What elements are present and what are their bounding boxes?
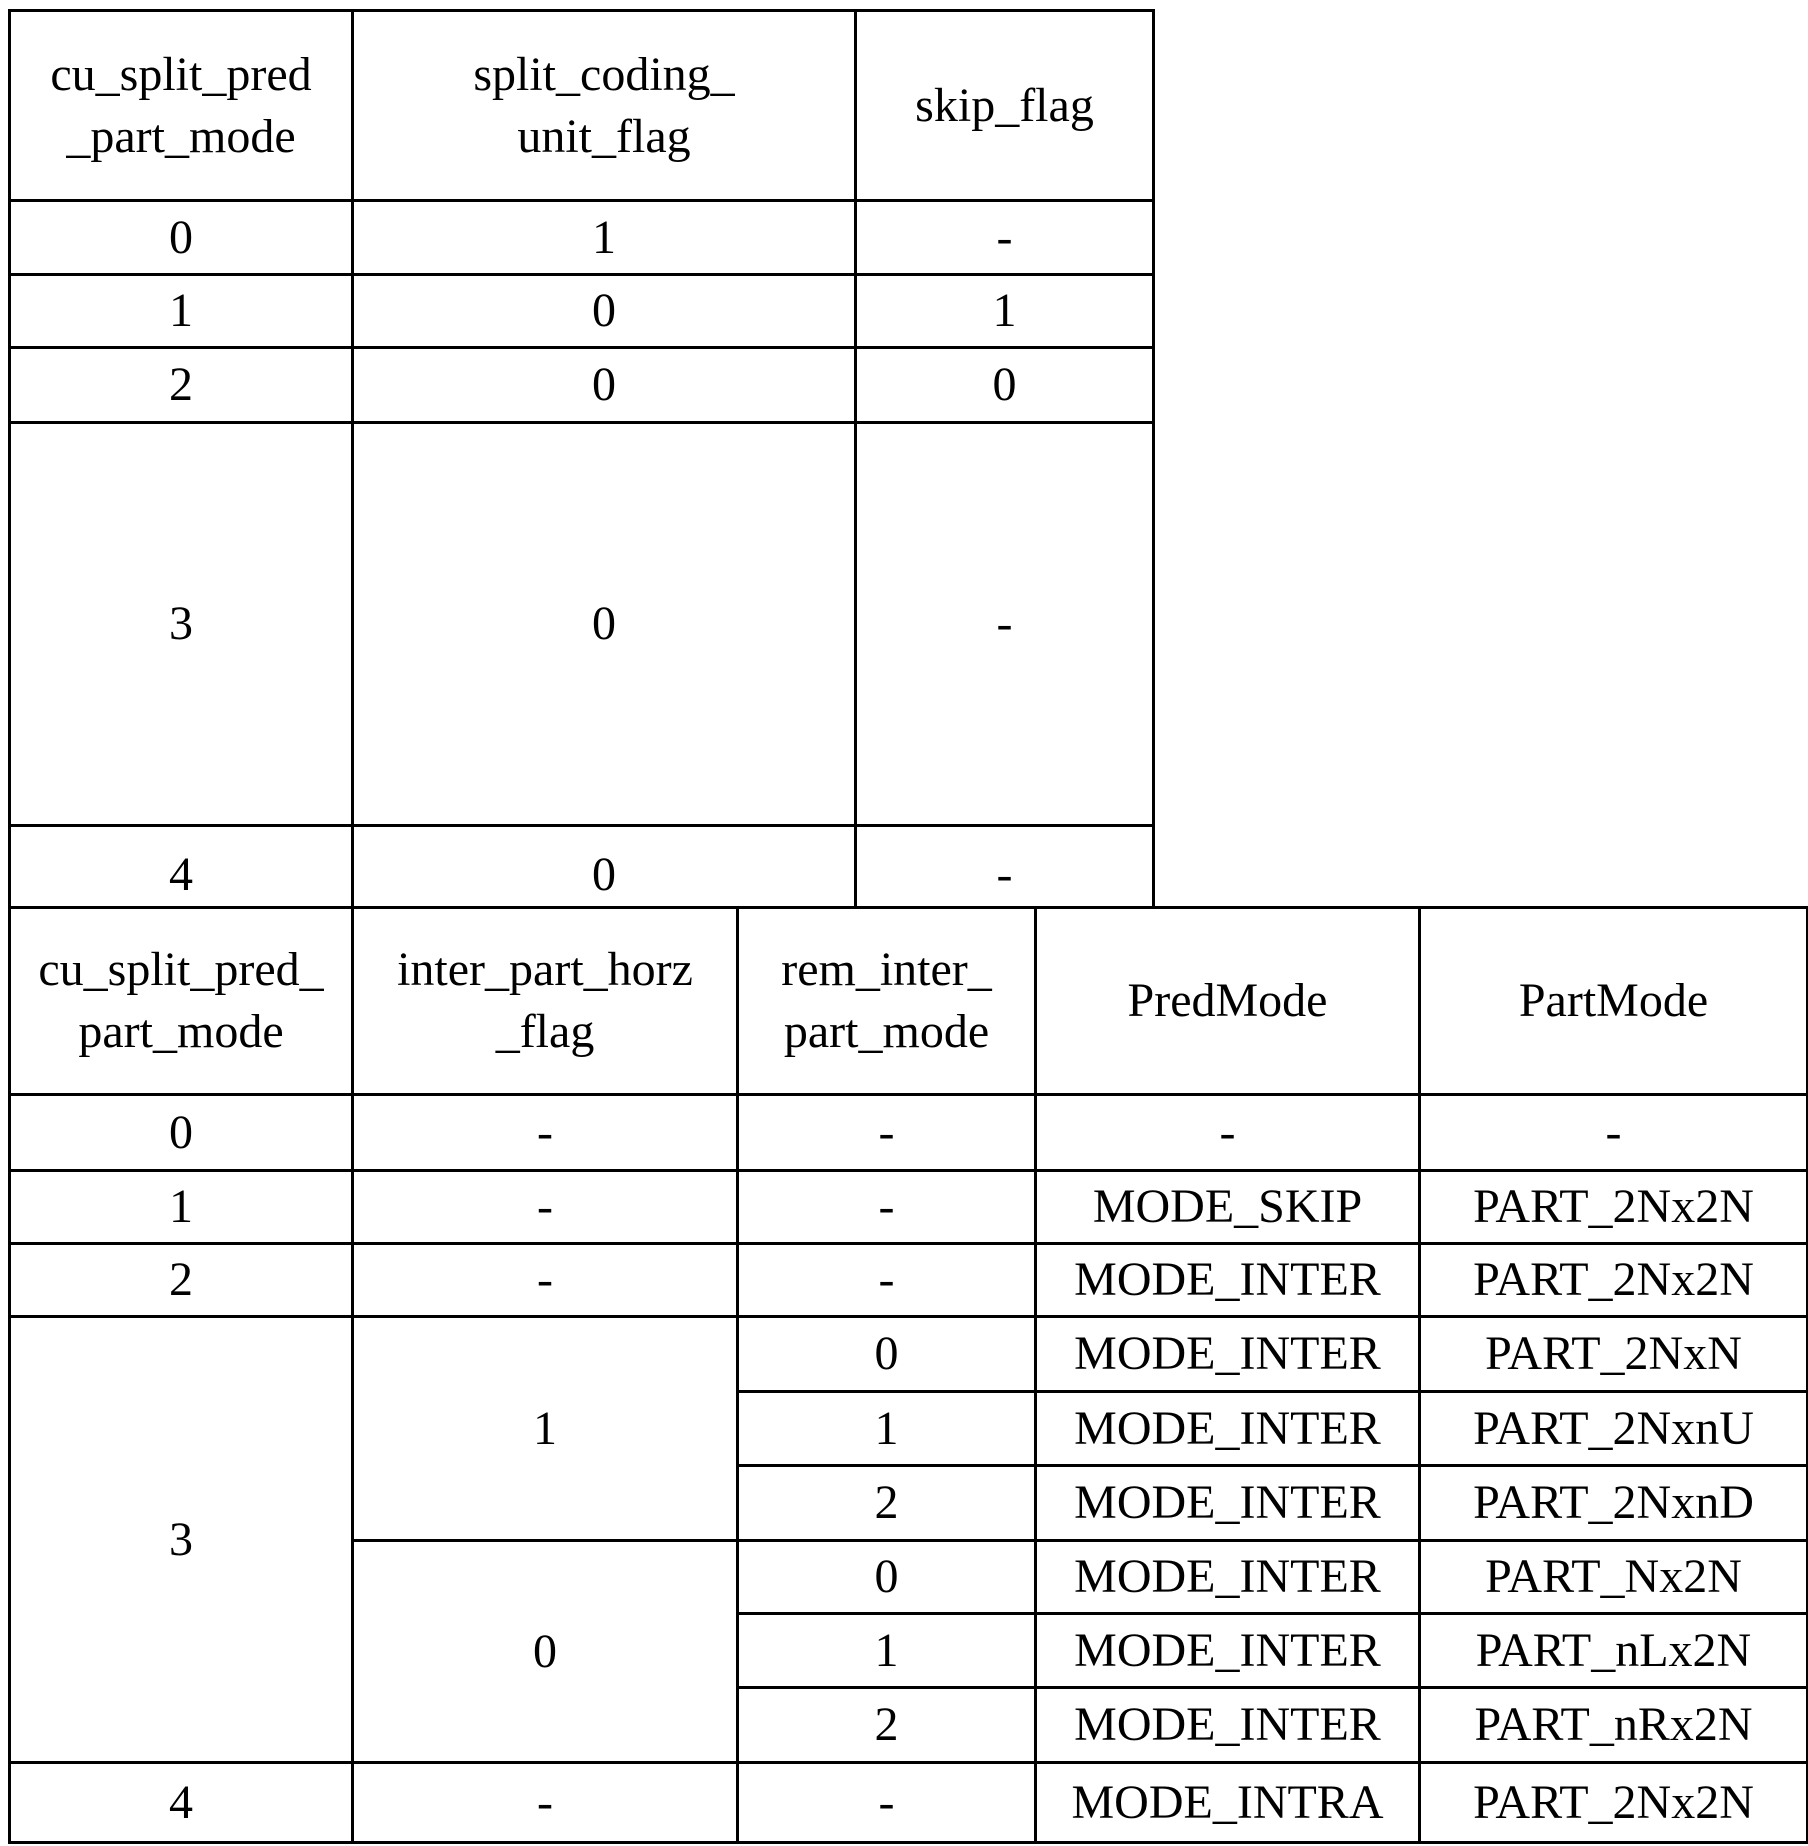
cell: 0 — [353, 348, 856, 423]
header-line: part_mode — [11, 1001, 351, 1063]
cell: MODE_INTER — [1036, 1392, 1420, 1466]
cell: PART_2Nx2N — [1420, 1244, 1808, 1317]
cell: 1 — [10, 275, 353, 348]
cell: 0 — [738, 1541, 1036, 1614]
header-row — [10, 11, 1154, 201]
cell: 2 — [738, 1688, 1036, 1763]
cell: MODE_INTER — [1036, 1688, 1420, 1763]
cell: 3 — [10, 1317, 353, 1763]
cell: - — [353, 1244, 738, 1317]
header-cell — [353, 908, 738, 1095]
cell: - — [856, 201, 1154, 275]
cell: 1 — [353, 1317, 738, 1541]
cell: - — [738, 1095, 1036, 1171]
cell: MODE_INTER — [1036, 1541, 1420, 1614]
header-cell — [10, 11, 353, 201]
header-line: PredMode — [1037, 970, 1418, 1032]
cell: PART_2NxN — [1420, 1317, 1808, 1392]
cell: - — [353, 1095, 738, 1171]
cell: PART_Nx2N — [1420, 1541, 1808, 1614]
cell: 1 — [738, 1614, 1036, 1688]
cell: - — [738, 1171, 1036, 1244]
cell: PART_2NxnU — [1420, 1392, 1808, 1466]
header-line: PartMode — [1421, 970, 1806, 1032]
header-line: _flag — [354, 1001, 736, 1063]
header-cell — [1420, 908, 1808, 1095]
syntax-table-pred-part-mode — [8, 906, 1808, 1844]
cell: 1 — [856, 275, 1154, 348]
cell: 0 — [10, 201, 353, 275]
cell: PART_nRx2N — [1420, 1688, 1808, 1763]
header-cell — [1036, 908, 1420, 1095]
table-row — [10, 1763, 1808, 1843]
cell: - — [856, 826, 1154, 908]
cell: 0 — [353, 423, 856, 826]
cell: PART_2Nx2N — [1420, 1171, 1808, 1244]
cell: - — [353, 1763, 738, 1843]
header-line: rem_inter_ — [739, 939, 1034, 1001]
table-row — [10, 423, 1154, 826]
cell: 0 — [856, 348, 1154, 423]
header-cell — [10, 908, 353, 1095]
header-line: unit_flag — [354, 106, 854, 168]
table-row — [10, 348, 1154, 423]
cell: PART_2NxnD — [1420, 1466, 1808, 1541]
cell: 2 — [738, 1466, 1036, 1541]
cell: - — [738, 1763, 1036, 1843]
cell: MODE_INTRA — [1036, 1763, 1420, 1843]
cell: - — [1036, 1095, 1420, 1171]
table-row — [10, 826, 1154, 908]
cell: MODE_INTER — [1036, 1614, 1420, 1688]
cell: PART_nLx2N — [1420, 1614, 1808, 1688]
header-cell — [856, 11, 1154, 201]
cell: 2 — [10, 1244, 353, 1317]
header-row — [10, 908, 1808, 1095]
table-row — [10, 1095, 1808, 1171]
cell: MODE_SKIP — [1036, 1171, 1420, 1244]
table-row — [10, 201, 1154, 275]
header-cell — [353, 11, 856, 201]
cell: 2 — [10, 348, 353, 423]
table-row — [10, 275, 1154, 348]
header-line: cu_split_pred_ — [11, 939, 351, 1001]
syntax-table-split-skip — [8, 9, 1155, 909]
cell: 0 — [738, 1317, 1036, 1392]
cell: 1 — [353, 201, 856, 275]
header-line: skip_flag — [857, 75, 1152, 137]
cell: 4 — [10, 1763, 353, 1843]
header-line: inter_part_horz — [354, 939, 736, 1001]
header-cell — [738, 908, 1036, 1095]
cell: MODE_INTER — [1036, 1317, 1420, 1392]
table-row — [10, 1244, 1808, 1317]
cell: 0 — [353, 1541, 738, 1763]
cell: 0 — [353, 826, 856, 908]
table-row — [10, 1317, 1808, 1392]
cell: - — [738, 1244, 1036, 1317]
header-line: cu_split_pred — [11, 44, 351, 106]
cell: - — [353, 1171, 738, 1244]
cell: 3 — [10, 423, 353, 826]
header-line: _part_mode — [11, 106, 351, 168]
cell: 1 — [738, 1392, 1036, 1466]
cell: 4 — [10, 826, 353, 908]
header-line: split_coding_ — [354, 44, 854, 106]
cell: 0 — [353, 275, 856, 348]
cell: 1 — [10, 1171, 353, 1244]
cell: MODE_INTER — [1036, 1466, 1420, 1541]
cell: 0 — [10, 1095, 353, 1171]
table-row — [10, 1171, 1808, 1244]
cell: PART_2Nx2N — [1420, 1763, 1808, 1843]
cell: - — [856, 423, 1154, 826]
cell: - — [1420, 1095, 1808, 1171]
header-line: part_mode — [739, 1001, 1034, 1063]
cell: MODE_INTER — [1036, 1244, 1420, 1317]
